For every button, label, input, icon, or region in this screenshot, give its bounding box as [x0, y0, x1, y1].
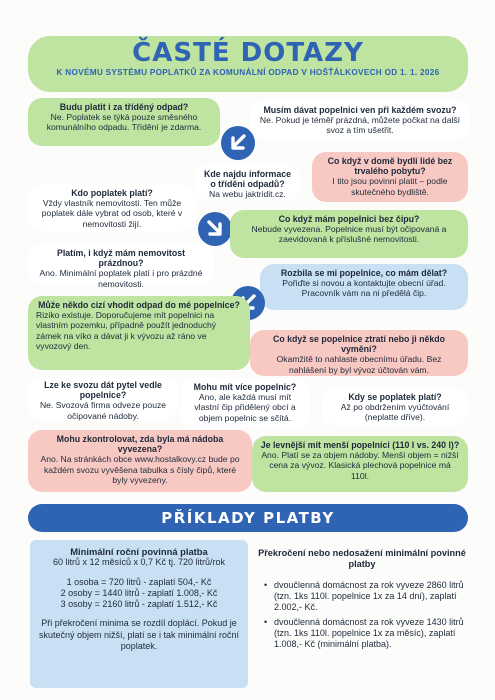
page-title: ČASTÉ DOTAZY [132, 38, 364, 68]
minimum-payment-heading: Minimální roční povinná platba [70, 546, 208, 557]
page-subtitle: K NOVÉMU SYSTÉMU POPLATKŮ ZA KOMUNÁLNÍ ODPAD V HOŠŤÁLKOVECH OD 1. 1. 2026 [56, 68, 440, 77]
faq-answer: Okamžitě to nahlaste obecnímu úřadu. Bez nahlášení by byl vývoz účtován vám. [276, 354, 442, 375]
faq-lost-bin [250, 330, 468, 376]
faq-answer: Vždy vlastník nemovitosti. Ten může poplatek dále vybrat od osob, které v nemovitosti žijí. [41, 198, 183, 229]
faq-question: Co když se popelnice ztratí nebo ji někdo vymění? [272, 334, 446, 355]
minimum-payment-formula: 60 litrů x 12 měsíců x 0,7 Kč tj. 720 litrů/rok [52, 557, 226, 568]
faq-question: Co když v domě bydlí lidé bez trvalého pobytu? [327, 156, 453, 177]
list-item: • dvoučlenná domácnost za rok vyveze 1430 litrů (tzn. 1ks 110l. popelnice 1x za měsíc), zaplatí 1.008,- Kč (minimální platba). [266, 617, 468, 650]
faq-answer: Až po obdržením vyúčtování (neplatte dříve). [340, 402, 450, 423]
faq-no-residence [312, 152, 468, 202]
exceed-payment-heading: Překročení nebo nedosažení minimální povinné platby [258, 548, 466, 569]
section-title-payment-examples: PŘÍKLADY PLATBY [28, 504, 468, 532]
faq-answer: Ano. Platí se za objem nádoby. Menší objem = nižší cena za vývoz. Klasická plechová popelnice má 110l. [261, 450, 459, 481]
faq-question: Kdy se poplatek platí? [348, 392, 442, 402]
faq-question: Lze ke svozu dát pytel vedle popelnice? [44, 380, 162, 401]
faq-question: Může někdo cizí vhodit odpad do mé popelnice? [38, 300, 240, 310]
faq-question: Budu platit i za tříděný odpad? [59, 102, 189, 112]
faq-foreign-waste [28, 296, 250, 370]
faq-sorting-info [195, 165, 300, 201]
faq-who-pays [28, 184, 196, 232]
faq-answer: Ano, ale každá musí mít vlastní čip přidělený obcí a objem popelnic se sčítá. [194, 392, 296, 423]
faq-answer: Ne. Poplatek se týká pouze směsného komunálního odpadu. Třídění je zdarma. [46, 112, 202, 133]
faq-broken-bin [260, 264, 468, 310]
payment-line-2: 2 osoby = 1440 litrů - zaplatí 1.008,- Kč [60, 587, 218, 598]
faq-question: Mohu zkontrolovat, zda byla má nádoba vyvezena? [56, 434, 224, 455]
faq-answer: Na webu jaktridit.cz. [209, 189, 286, 200]
faq-bag-next-to-bin [28, 376, 178, 420]
minimum-payment-panel [30, 540, 248, 688]
faq-answer: Nebude vyvezena. Popelnice musí být očipovaná a zaevidovaná k příslušné nemovitosti. [251, 224, 447, 245]
faq-question: Mohu mít více popelnic? [193, 382, 297, 392]
faq-question: Musím dávat popelnici ven při každém svozu? [263, 105, 457, 115]
exceed-payment-panel [256, 540, 468, 688]
faq-answer: Ne. Svozová firma odveze pouze očipované nádoby. [39, 400, 167, 421]
faq-answer: Riziko existuje. Doporučujeme mít popelnici na vlastním pozemku, případně použít jednoduchý zámek na víko a dávat ji k vývozu až ráno ve vyvozový den. [36, 310, 217, 351]
arrow-down-left-icon [221, 126, 255, 160]
faq-more-bins [180, 378, 310, 428]
faq-smaller-bin [252, 436, 468, 492]
faq-question: Co když mám popelnici bez čipu? [278, 214, 420, 224]
faq-question: Kde najdu informace o tříděni odpadů? [203, 169, 291, 190]
faq-check-collection [28, 430, 252, 492]
faq-answer: Pořiďte si novou a kontaktujte obecní úřad. Pracovník vám na ni předělá čip. [282, 278, 446, 299]
faq-every-collection [250, 101, 470, 139]
faq-question: Rozbila se mi popelnice, co mám dělat? [280, 268, 448, 278]
faq-answer: Ne. Pokud je téměř prázdná, můžete počkat na další svoz a tím ušetřit. [259, 115, 461, 136]
faq-sorted-waste [28, 98, 220, 146]
payment-line-3: 3 osoby = 2160 litrů - zaplatí 1.512,- Kč [60, 599, 218, 610]
exceed-payment-list [256, 580, 468, 650]
faq-empty-property [28, 244, 214, 289]
faq-when-to-pay [322, 388, 468, 426]
faq-question: Kdo poplatek platí? [71, 188, 153, 198]
header-banner [28, 36, 468, 92]
faq-answer: Ano. Na stránkách obce www.hostalkovy.cz bude po každém svozu vyvěšena tabulka s čísly čipů, které byly vyvezeny. [40, 454, 240, 485]
faq-question: Platím, i když mám nemovitost prázdnou? [56, 248, 186, 269]
faq-answer: Ano. Minimální poplatek platí i pro prázdné nemovitosti. [39, 268, 203, 289]
faq-question: Je levnější mít menší popelnici (110 l vs. 240 l)? [260, 440, 460, 450]
payment-line-1: 1 osoba = 720 litrů - zaplatí 504,- Kč [66, 576, 212, 587]
list-item: • dvoučlenná domácnost za rok vyveze 2860 litrů (tzn. 1ks 110l. popelnice 1x za 14 dní), zaplatí 2.002,- Kč. [266, 580, 468, 613]
faq-bin-without-chip [230, 210, 468, 258]
faq-answer: I tito jsou povinni platit – podle skutečného bydliště. [332, 176, 448, 197]
minimum-payment-note: Při překročení minima se rozdíl doplácí. Pokud je skutečný objem nižší, platí se i tak minimální roční poplatek. [38, 618, 240, 652]
arrow-down-right-icon [198, 212, 232, 246]
